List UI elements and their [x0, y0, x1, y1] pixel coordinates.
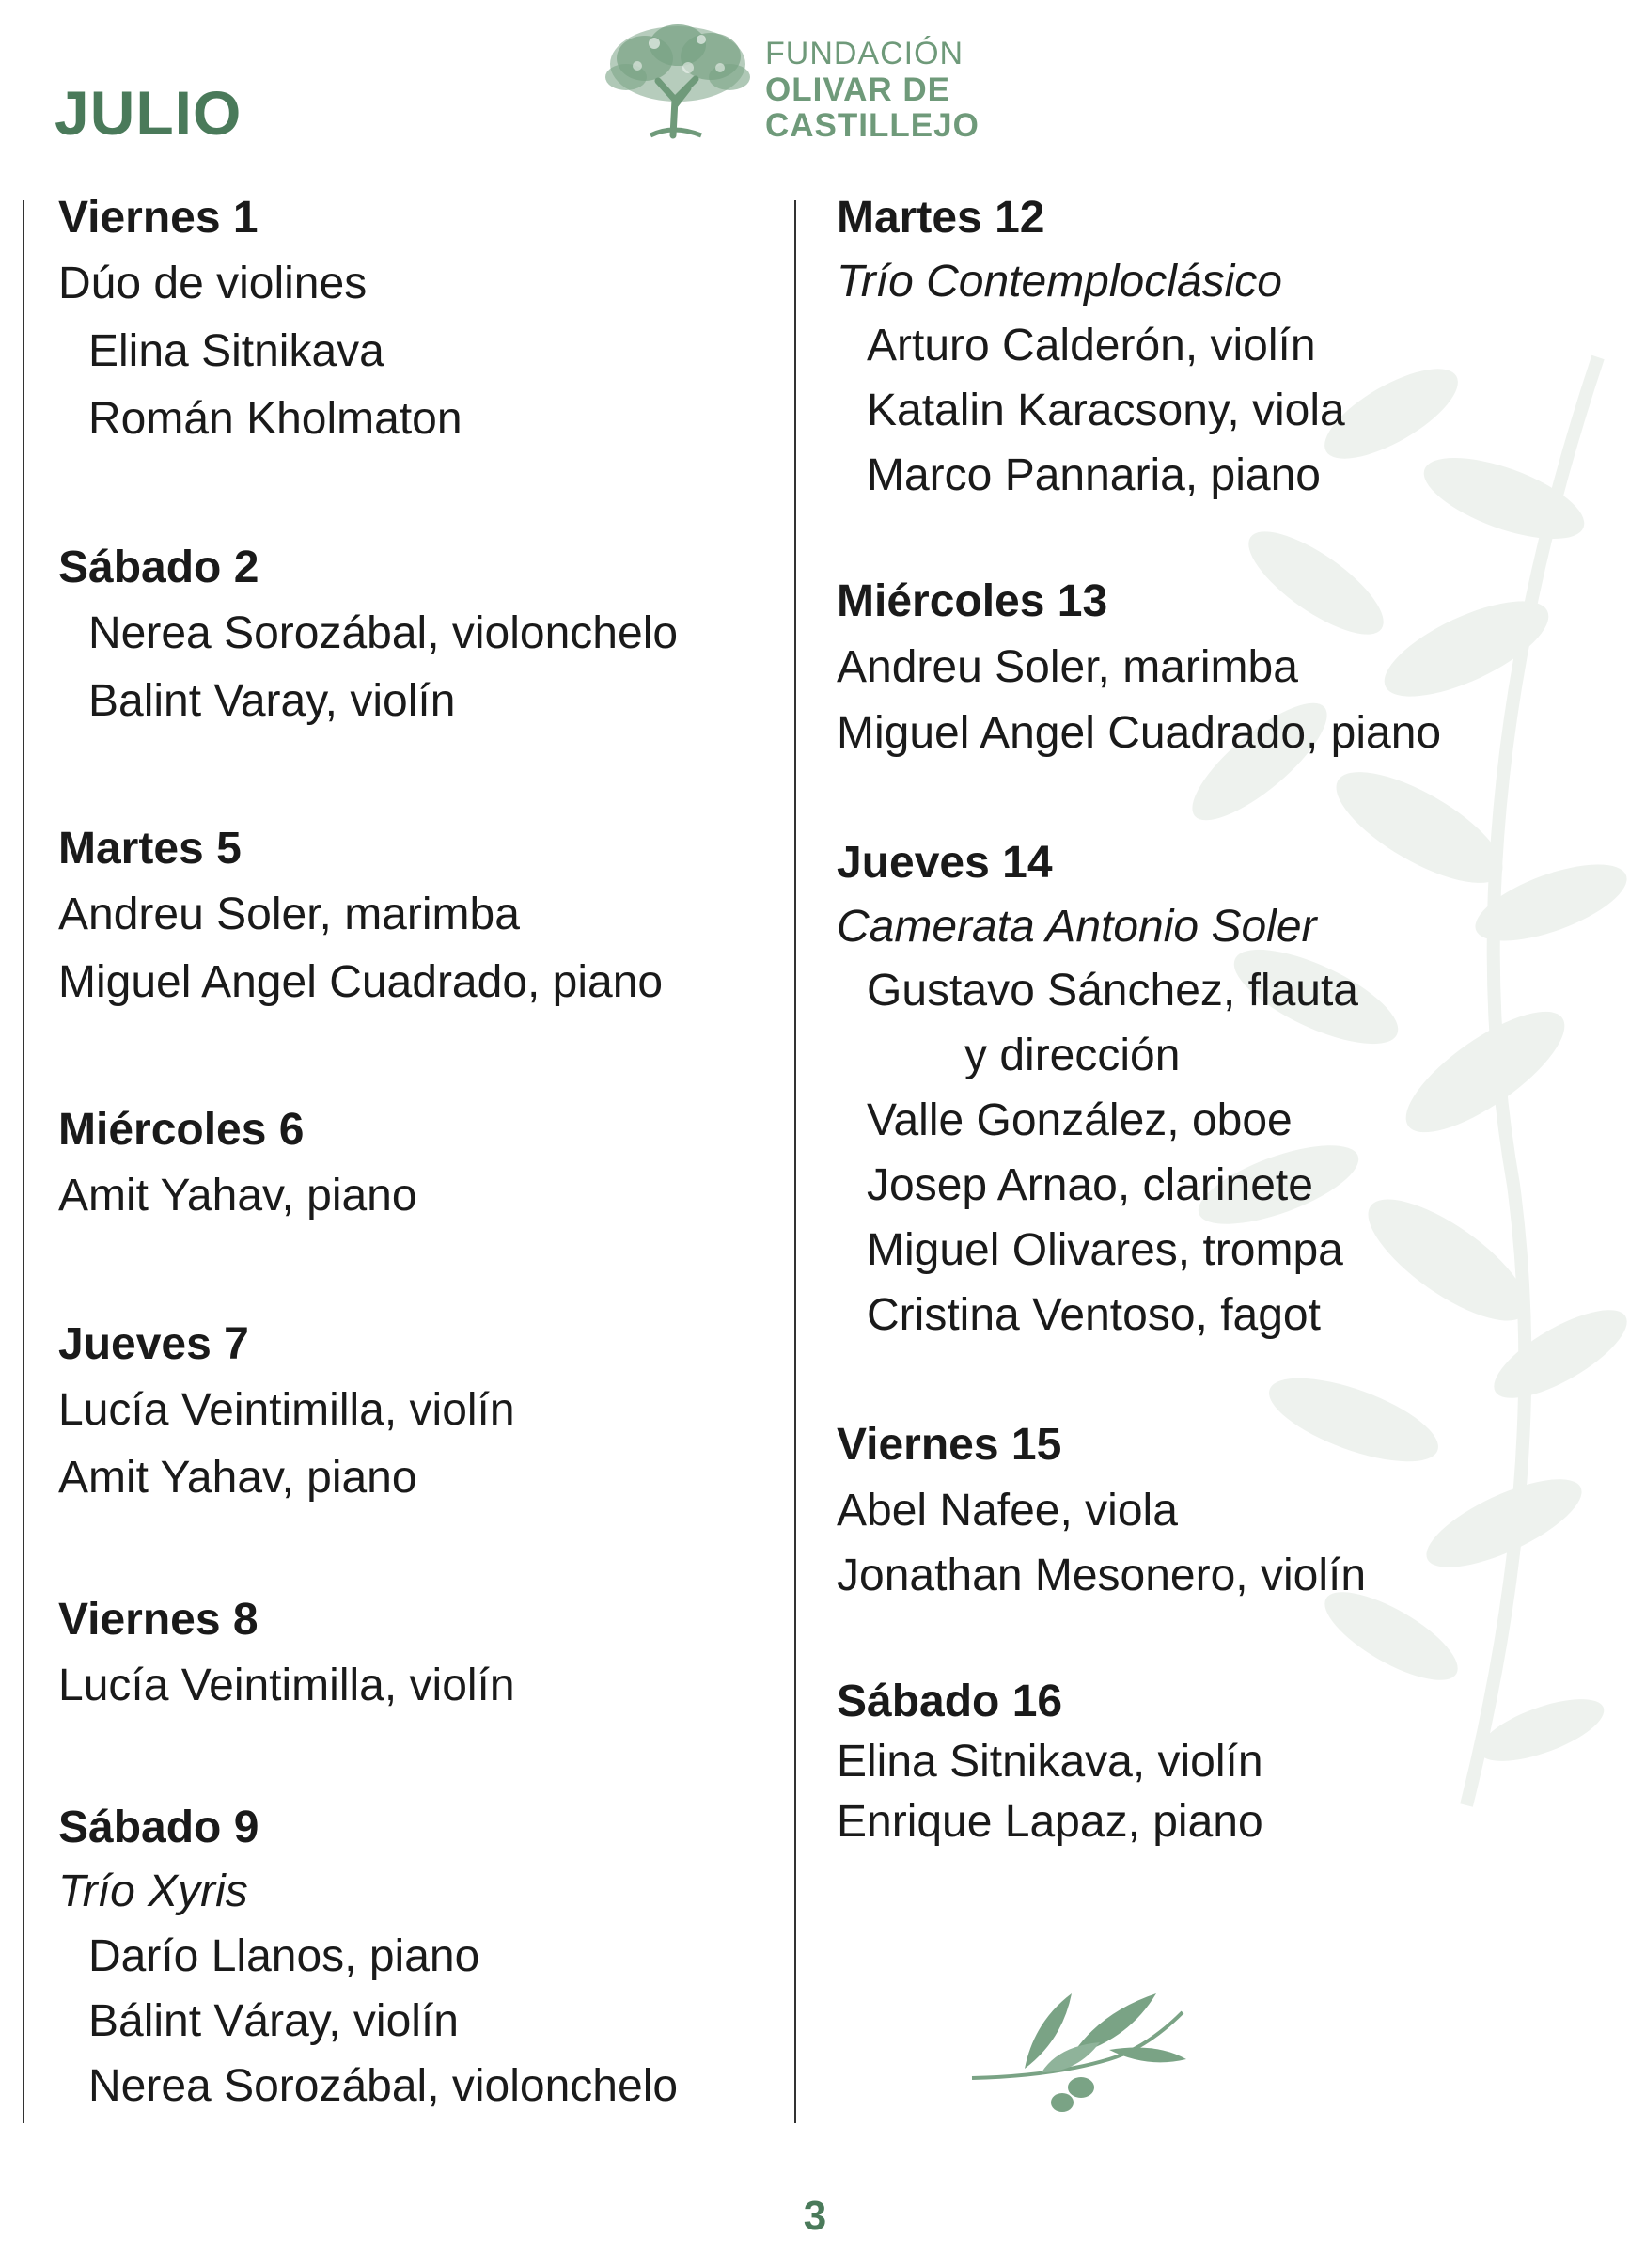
performer-line: Román Kholmaton — [88, 394, 462, 444]
performer-line: Elina Sitnikava, violín — [837, 1737, 1263, 1787]
olive-leaves-background-icon — [1109, 339, 1630, 1956]
performer-line: Balint Varay, violín — [88, 676, 456, 726]
performer-line: Bálint Váray, violín — [88, 1996, 459, 2046]
event-date: Jueves 7 — [58, 1319, 249, 1369]
event-date: Sábado 2 — [58, 543, 259, 592]
performer-line: Lucía Veintimilla, violín — [58, 1661, 515, 1710]
logo-line-1: FUNDACIÓN — [765, 36, 964, 71]
performer-line: Enrique Lapaz, piano — [837, 1797, 1263, 1847]
performer-line: Katalin Karacsony, viola — [867, 386, 1345, 435]
performer-line: Elina Sitnikava — [88, 326, 384, 376]
performer-line: Josep Arnao, clarinete — [867, 1160, 1313, 1210]
performer-line: Marco Pannaria, piano — [867, 450, 1321, 500]
performer-line: Miguel Angel Cuadrado, piano — [837, 708, 1442, 758]
performer-line: Amit Yahav, piano — [58, 1171, 417, 1221]
performer-line: Miguel Olivares, trompa — [867, 1225, 1343, 1275]
page-number: 3 — [803, 2193, 827, 2239]
event-date: Martes 12 — [837, 193, 1045, 243]
performer-line: Andreu Soler, marimba — [837, 642, 1298, 692]
olive-sprig-icon — [968, 1956, 1194, 2116]
left-divider — [23, 200, 24, 2123]
event-date: Sábado 9 — [58, 1803, 259, 1852]
ensemble-name: Camerata Antonio Soler — [837, 902, 1317, 952]
center-divider — [794, 200, 796, 2123]
event-date: Viernes 1 — [58, 193, 259, 243]
performer-line: Cristina Ventoso, fagot — [867, 1290, 1321, 1340]
performer-line: Andreu Soler, marimba — [58, 890, 520, 939]
logo-line-2: OLIVAR DE — [765, 71, 950, 108]
performer-line: Arturo Calderón, violín — [867, 321, 1316, 370]
performer-line: Jonathan Mesonero, violín — [837, 1551, 1367, 1600]
logo-line-3: CASTILLEJO — [765, 107, 980, 144]
page-title: JULIO — [55, 78, 243, 148]
performer-line: Valle González, oboe — [867, 1095, 1293, 1145]
performer-line: Gustavo Sánchez, flauta — [867, 966, 1358, 1016]
performer-line: Dúo de violines — [58, 259, 368, 308]
performer-line: y dirección — [964, 1031, 1181, 1080]
event-date: Viernes 8 — [58, 1595, 259, 1645]
performer-line: Miguel Angel Cuadrado, piano — [58, 957, 664, 1007]
event-date: Miércoles 13 — [837, 576, 1108, 626]
performer-line: Darío Llanos, piano — [88, 1931, 480, 1981]
event-date: Viernes 15 — [837, 1420, 1062, 1470]
event-date: Miércoles 6 — [58, 1105, 305, 1155]
performer-line: Nerea Sorozábal, violonchelo — [88, 608, 679, 658]
performer-line: Nerea Sorozábal, violonchelo — [88, 2061, 679, 2111]
foundation-logo — [598, 19, 983, 150]
event-date: Jueves 14 — [837, 838, 1053, 888]
event-date: Sábado 16 — [837, 1677, 1063, 1726]
olive-tree-icon — [598, 19, 758, 141]
ensemble-name: Trío Xyris — [58, 1866, 248, 1916]
performer-line: Lucía Veintimilla, violín — [58, 1385, 515, 1435]
performer-line: Abel Nafee, viola — [837, 1486, 1178, 1536]
event-date: Martes 5 — [58, 824, 242, 874]
ensemble-name: Trío Contemploclásico — [837, 257, 1282, 307]
performer-line: Amit Yahav, piano — [58, 1453, 417, 1503]
